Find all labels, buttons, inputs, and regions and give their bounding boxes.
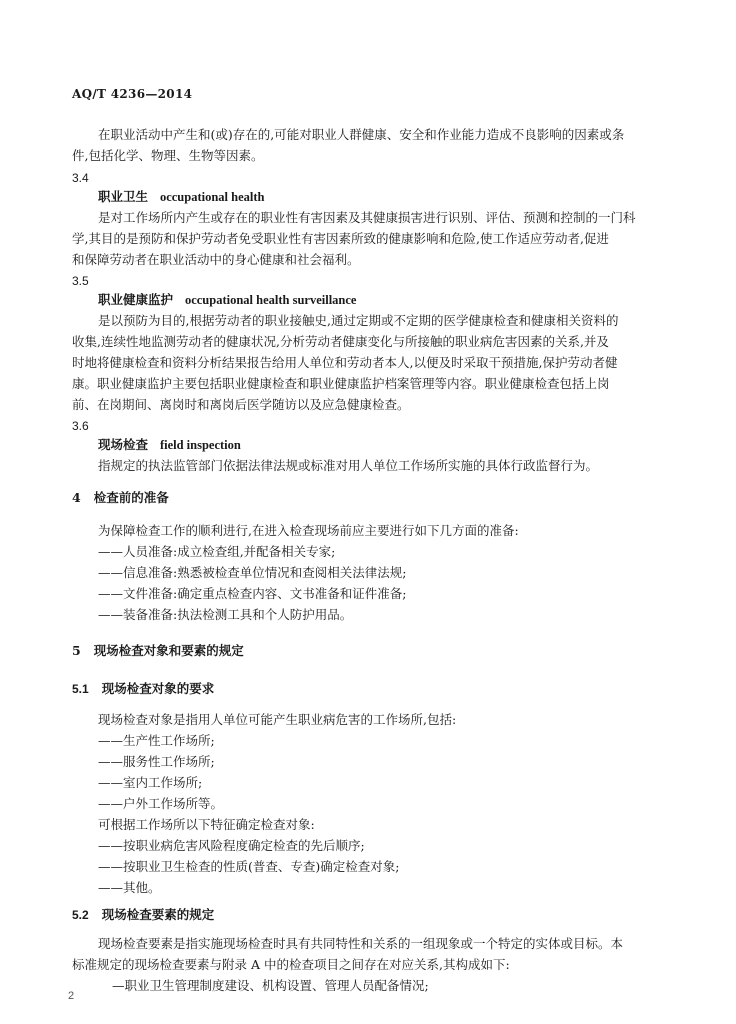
- definition-line: 前、在岗期间、离岗时和离岗后医学随访以及应急健康检查。: [72, 397, 410, 412]
- list-item: —职业卫生管理制度建设、机构设置、管理人员配备情况;: [112, 978, 429, 993]
- clause-number: 3.5: [72, 274, 89, 288]
- term-chinese: 职业卫生: [98, 189, 149, 204]
- section-title: 现场检查对象和要素的规定: [93, 643, 244, 658]
- paragraph-line: 现场检查要素是指实施现场检查时具有共同特性和关系的一组现象或一个特定的实体或目标。本: [98, 936, 624, 951]
- section-title: 检查前的准备: [93, 490, 169, 505]
- subsection-number: 5.1: [72, 682, 89, 696]
- list-item: ——信息准备:熟悉被检查单位情况和查阅相关法律法规;: [98, 565, 407, 580]
- list-item: ——文件准备:确定重点检查内容、文书准备和证件准备;: [98, 586, 407, 601]
- definition-line: 收集,连续性地监测劳动者的健康状况,分析劳动者健康变化与所接触的职业病危害因素的关系,并及: [72, 334, 609, 349]
- clause-number: 3.6: [72, 419, 89, 433]
- paragraph-line: 现场检查对象是指用人单位可能产生职业病危害的工作场所,包括:: [98, 712, 457, 727]
- definition-line: 和保障劳动者在职业活动中的身心健康和社会福利。: [72, 252, 360, 267]
- list-item: ——装备准备:执法检测工具和个人防护用品。: [98, 607, 353, 622]
- term-english: occupational health: [159, 190, 265, 204]
- term-heading: [98, 437, 241, 453]
- section-number: 4: [72, 490, 81, 505]
- standard-number-header: AQ/T 4236—2014: [72, 87, 193, 101]
- page-number: 2: [68, 990, 75, 1002]
- definition-line: 在职业活动中产生和(或)存在的,可能对职业人群健康、安全和作业能力造成不良影响的因素或条: [98, 127, 625, 142]
- definition-line: 件,包括化学、物理、生物等因素。: [72, 148, 264, 163]
- list-item: ——户外工作场所等。: [98, 796, 224, 811]
- term-english: field inspection: [159, 438, 241, 452]
- list-item: ——服务性工作场所;: [98, 754, 215, 769]
- term-heading: [98, 189, 264, 205]
- list-item: ——按职业病危害风险程度确定检查的先后顺序;: [98, 838, 365, 853]
- term-chinese: 职业健康监护: [98, 292, 174, 307]
- definition-line: 时地将健康检查和资料分析结果报告给用人单位和劳动者本人,以便及时采取干预措施,保护劳动者健: [72, 355, 618, 370]
- subsection-title: 现场检查要素的规定: [101, 907, 215, 922]
- definition-line: 指规定的执法监管部门依据法律法规或标准对用人单位工作场所实施的具体行政监督行为。: [98, 458, 599, 473]
- definition-line: 学,其目的是预防和保护劳动者免受职业性有害因素所致的健康影响和危险,使工作适应劳动者,促进: [72, 231, 609, 246]
- term-english: occupational health surveillance: [184, 293, 357, 307]
- definition-line: 康。职业健康监护主要包括职业健康检查和职业健康监护档案管理等内容。职业健康检查包括上岗: [72, 376, 610, 391]
- term-heading: [98, 292, 356, 308]
- subsection-title: 现场检查对象的要求: [101, 681, 215, 696]
- subsection-heading: [72, 907, 214, 923]
- definition-line: 是对工作场所内产生或存在的职业性有害因素及其健康损害进行识别、评估、预测和控制的一门科: [98, 210, 636, 225]
- paragraph-line: 可根据工作场所以下特征确定检查对象:: [98, 817, 315, 832]
- list-item: ——其他。: [98, 880, 161, 895]
- list-item: ——室内工作场所;: [98, 775, 203, 790]
- subsection-number: 5.2: [72, 908, 89, 922]
- subsection-heading: [72, 681, 214, 697]
- paragraph-line: 为保障检查工作的顺利进行,在进入检查现场前应主要进行如下几方面的准备:: [98, 523, 519, 538]
- list-item: ——人员准备:成立检查组,并配备相关专家;: [98, 544, 336, 559]
- section-number: 5: [72, 643, 81, 658]
- paragraph-line: 标准规定的现场检查要素与附录 A 中的检查项目之间存在对应关系,其构成如下:: [72, 957, 510, 972]
- section-heading: [72, 490, 169, 506]
- definition-line: 是以预防为目的,根据劳动者的职业接触史,通过定期或不定期的医学健康检查和健康相关资料的: [98, 313, 619, 328]
- list-item: ——按职业卫生检查的性质(普查、专查)确定检查对象;: [98, 859, 400, 874]
- list-item: ——生产性工作场所;: [98, 733, 215, 748]
- term-chinese: 现场检查: [98, 437, 149, 452]
- section-heading: [72, 643, 244, 659]
- clause-number: 3.4: [72, 171, 89, 185]
